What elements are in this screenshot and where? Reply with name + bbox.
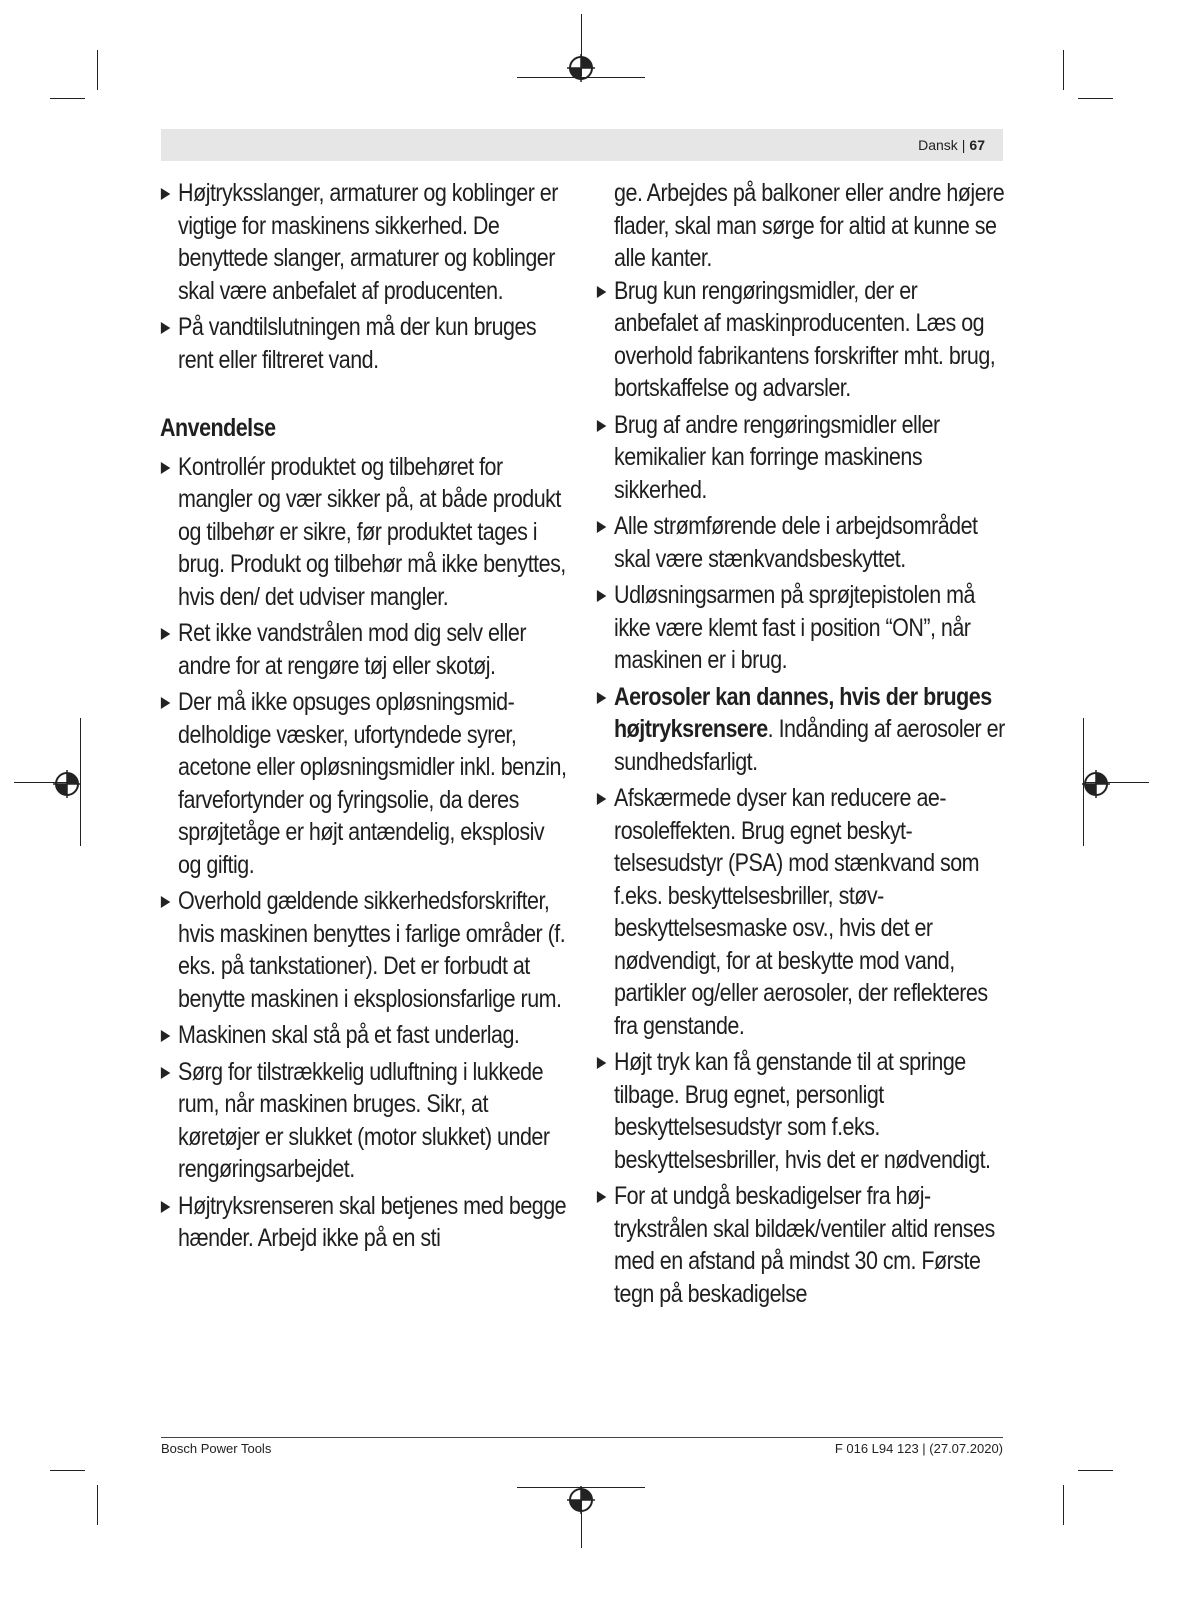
left-column <box>160 177 568 1259</box>
list-item-text: For at undgå beskadigelser fra højtrykstrålen skal bildæk/ventiler altid renses med en afstand på mindst 30 cm. Første tegn på beskadigelse <box>614 1182 995 1308</box>
list-item <box>596 579 1005 677</box>
triangle-bullet-icon <box>161 1030 170 1042</box>
triangle-bullet-icon <box>597 286 606 298</box>
list-item-text: Der må ikke opsuges opløsningsmiddelholdige væsker, ufortyndede syrer, acetone eller opløsningsmidler inkl. benzin, farvefortynder og fyringsolie, da deres sprøjtetåge er højt antændelig, eksplosiv og giftig. <box>178 688 567 879</box>
list-item <box>596 275 1005 405</box>
list-item-text: Maskinen skal stå på et fast underlag. <box>178 1021 520 1049</box>
right-column <box>596 177 1006 1314</box>
registration-target-icon <box>53 770 81 798</box>
triangle-bullet-icon <box>161 188 170 200</box>
footer-publisher: Bosch Power Tools <box>161 1441 272 1456</box>
triangle-bullet-icon <box>597 590 606 602</box>
list-item-text: Alle strømførende dele i arbejdsområdet skal være stænkvandsbeskyttet. <box>614 512 978 573</box>
section-heading: Anvendelse <box>160 414 276 442</box>
triangle-bullet-icon <box>161 462 170 474</box>
list-item-text: Overhold gældende sikkerhedsforskrifter, hvis maskinen benyttes i farlige områder (f. eks. på tankstationer). Det er forbudt at benytte maskinen i eksplosionsfarlige rum. <box>178 887 566 1013</box>
triangle-bullet-icon <box>161 1201 170 1213</box>
list-item-text: På vandtilslutningen må der kun bruges rent eller filtreret vand. <box>178 313 537 374</box>
crop-mark <box>97 50 98 90</box>
header-label <box>918 137 985 153</box>
crop-mark <box>50 1470 85 1471</box>
header-language: Dansk <box>918 137 958 153</box>
triangle-bullet-icon <box>597 420 606 432</box>
triangle-bullet-icon <box>161 697 170 709</box>
list-item <box>160 617 567 682</box>
list-item-warning <box>596 681 1005 779</box>
list-item-text: Ret ikke vandstrålen mod dig selv eller andre for at rengøre tøj eller skotøj. <box>178 619 527 680</box>
list-item <box>160 1019 567 1052</box>
list-item-text: Kontrollér produktet og tilbehøret for mangler og vær sikker på, at både produkt og tilbehør er sikre, før produktet tages i brug. Produkt og tilbehør må ikke benyttes, hvis den/ det udviser mangler. <box>178 452 566 611</box>
list-item-text: Udløsningsarmen på sprøjtepistolen må ikke være klemt fast i position “ON”, når maskinen er i brug. <box>614 581 975 674</box>
warning-bold-text: Aerosoler kan dannes, hvis der bruges højtryksrensere <box>614 682 992 743</box>
crop-mark <box>1078 1470 1113 1471</box>
list-item-text: Højtryksslanger, armaturer og koblinger er vigtige for maskinens sikkerhed. De benyttede slanger, armaturer og koblinger skal være anbefalet af producenten. <box>178 179 558 305</box>
registration-target-icon <box>567 1486 595 1514</box>
triangle-bullet-icon <box>161 1067 170 1079</box>
crop-mark <box>50 98 85 99</box>
list-item-text: Brug kun rengøringsmidler, der er anbefalet af maskinproducenten. Læs og overhold fabrikantens forskrifter mht. brug, bortskaffelse og advarsler. <box>614 276 996 402</box>
list-item <box>160 1056 567 1186</box>
crop-mark <box>97 1485 98 1525</box>
page-header <box>161 129 1003 161</box>
triangle-bullet-icon <box>161 896 170 908</box>
list-item <box>160 885 567 1015</box>
list-item <box>160 1190 567 1255</box>
page-number: 67 <box>969 137 985 153</box>
list-item <box>596 1046 1005 1176</box>
list-item <box>160 177 567 307</box>
list-item-text: Sørg for tilstrækkelig udluftning i lukkede rum, når maskinen bruges. Sikr, at køretøjer er slukket (motor slukket) under rengøringsarbejdet. <box>178 1057 550 1183</box>
registration-target-icon <box>567 54 595 82</box>
usage-list <box>160 451 567 1255</box>
triangle-bullet-icon <box>597 521 606 533</box>
header-separator: | <box>961 137 966 153</box>
list-item <box>596 510 1005 575</box>
triangle-bullet-icon <box>597 1191 606 1203</box>
triangle-bullet-icon <box>597 793 606 805</box>
crop-mark <box>1063 50 1064 90</box>
footer-doc-code: F 016 L94 123 | (27.07.2020) <box>834 1441 1003 1456</box>
list-item-text: Brug af andre rengøringsmidler eller kemikalier kan forringe maskinens sikkerhed. <box>614 410 940 504</box>
continued-paragraph: ge. Arbejdes på balkoner eller andre højere flader, skal man sørge for altid at kunne se alle kanter. <box>614 179 1005 272</box>
triangle-bullet-icon <box>597 1057 606 1069</box>
warning-text: . Indånding af aerosoler er sundhedsfarligt. <box>614 715 1005 776</box>
crop-mark <box>1078 98 1113 99</box>
list-item <box>160 686 567 881</box>
footer-divider <box>161 1437 1003 1438</box>
list-item <box>596 782 1005 1042</box>
triangle-bullet-icon <box>597 692 606 704</box>
registration-target-icon <box>1082 770 1110 798</box>
triangle-bullet-icon <box>161 628 170 640</box>
list-item-text: Højtryksrenseren skal betjenes med begge hænder. Arbejd ikke på en sti <box>178 1191 567 1252</box>
triangle-bullet-icon <box>161 322 170 334</box>
list-item <box>596 409 1005 507</box>
safety-list <box>596 275 1005 1311</box>
list-item <box>596 1180 1005 1310</box>
list-item <box>160 451 567 614</box>
list-item <box>160 311 567 376</box>
list-item-text: Afskærmede dyser kan reducere aerosoleffekten. Brug egnet beskyttelsesudstyr (PSA) mod stænkvand som f.eks. beskyttelsesbriller, støvbeskyttelsesmaske osv., hvis det er nødvendigt, for at beskytte mod vand, partikler og/eller aerosoler, der reflekteres fra genstande. <box>614 784 988 1040</box>
crop-mark <box>1063 1485 1064 1525</box>
list-item-text: Højt tryk kan få genstande til at springe tilbage. Brug egnet, personligt beskyttelsesudstyr som f.eks. beskyttelsesbriller, hvis det er nødvendigt. <box>614 1048 991 1174</box>
intro-list <box>160 177 567 376</box>
